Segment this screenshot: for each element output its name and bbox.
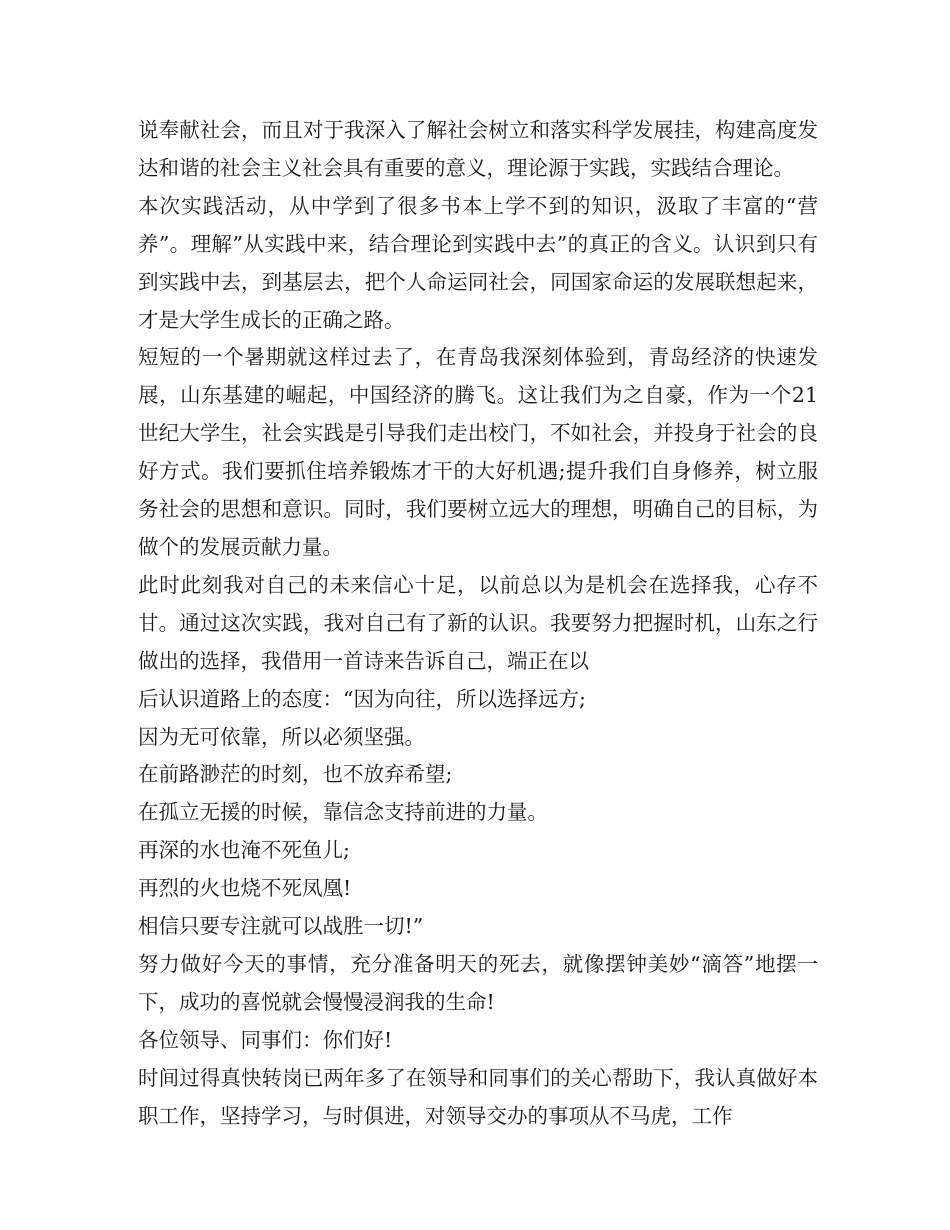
poem-line: 相信只要专注就可以战胜一切!” [138,914,424,939]
poem-line: 因为无可依靠，所以必须坚强。 [138,724,425,749]
paragraph: 时间过得真快转岗已两年多了在领导和同事们的关心帮助下，我认真做好本职工作，坚持学习，与时俱进，对领导交办的事项从不马虎，工作 [138,1065,818,1128]
paragraph: 短短的一个暑期就这样过去了，在青岛我深刻体验到，青岛经济的快速发展，山东基建的崛起，中国经济的腾飞。这让我们为之自豪，作为一个21世纪大学生，社会实践是引导我们走出校门，不如社会，并投身于社会的良好方式。我们要抓住培养锻炼才干的大好机遇;提升我们自身修养，树立服务社会的思想和意识。同时，我们要树立远大的理想，明确自己的目标，为做个的发展贡献力量。 [138,345,818,559]
paragraph: 说奉献社会，而且对于我深入了解社会树立和落实科学发展挂，构建高度发达和谐的社会主义社会具有重要的意义，理论源于实践，实践结合理论。 [138,118,818,180]
poem-line: 再烈的火也烧不死凤凰! [138,876,352,901]
greeting-line: 各位领导、同事们：你们好! [138,1027,393,1052]
paragraph: 本次实践活动，从中学到了很多书本上学不到的知识，汲取了丰富的“营养”。理解”从实践中来，结合理论到实践中去”的真正的含义。认识到只有到实践中去，到基层去，把个人命运同社会，同国家命运的发展联想起来，才是大学生成长的正确之路。 [138,193,818,332]
poem-line: 再深的水也淹不死鱼儿; [138,838,350,863]
poem-line: 在孤立无援的时候，靠信念支持前进的力量。 [138,800,548,825]
paragraph: 努力做好今天的事情，充分准备明天的死去，就像摆钟美妙“滴答”地摆一下，成功的喜悦就会慢慢浸润我的生命! [138,951,818,1014]
poem-line: 后认识道路上的态度：“因为向往，所以选择远方; [138,686,586,711]
poem-line: 在前路渺茫的时刻，也不放弃希望; [138,762,453,787]
paragraph: 此时此刻我对自己的未来信心十足，以前总以为是机会在选择我，心存不甘。通过这次实践，我对自己有了新的认识。我要努力把握时机，山东之行做出的选择，我借用一首诗来告诉自己，端正在以 [138,572,818,673]
document-body [138,112,818,1135]
